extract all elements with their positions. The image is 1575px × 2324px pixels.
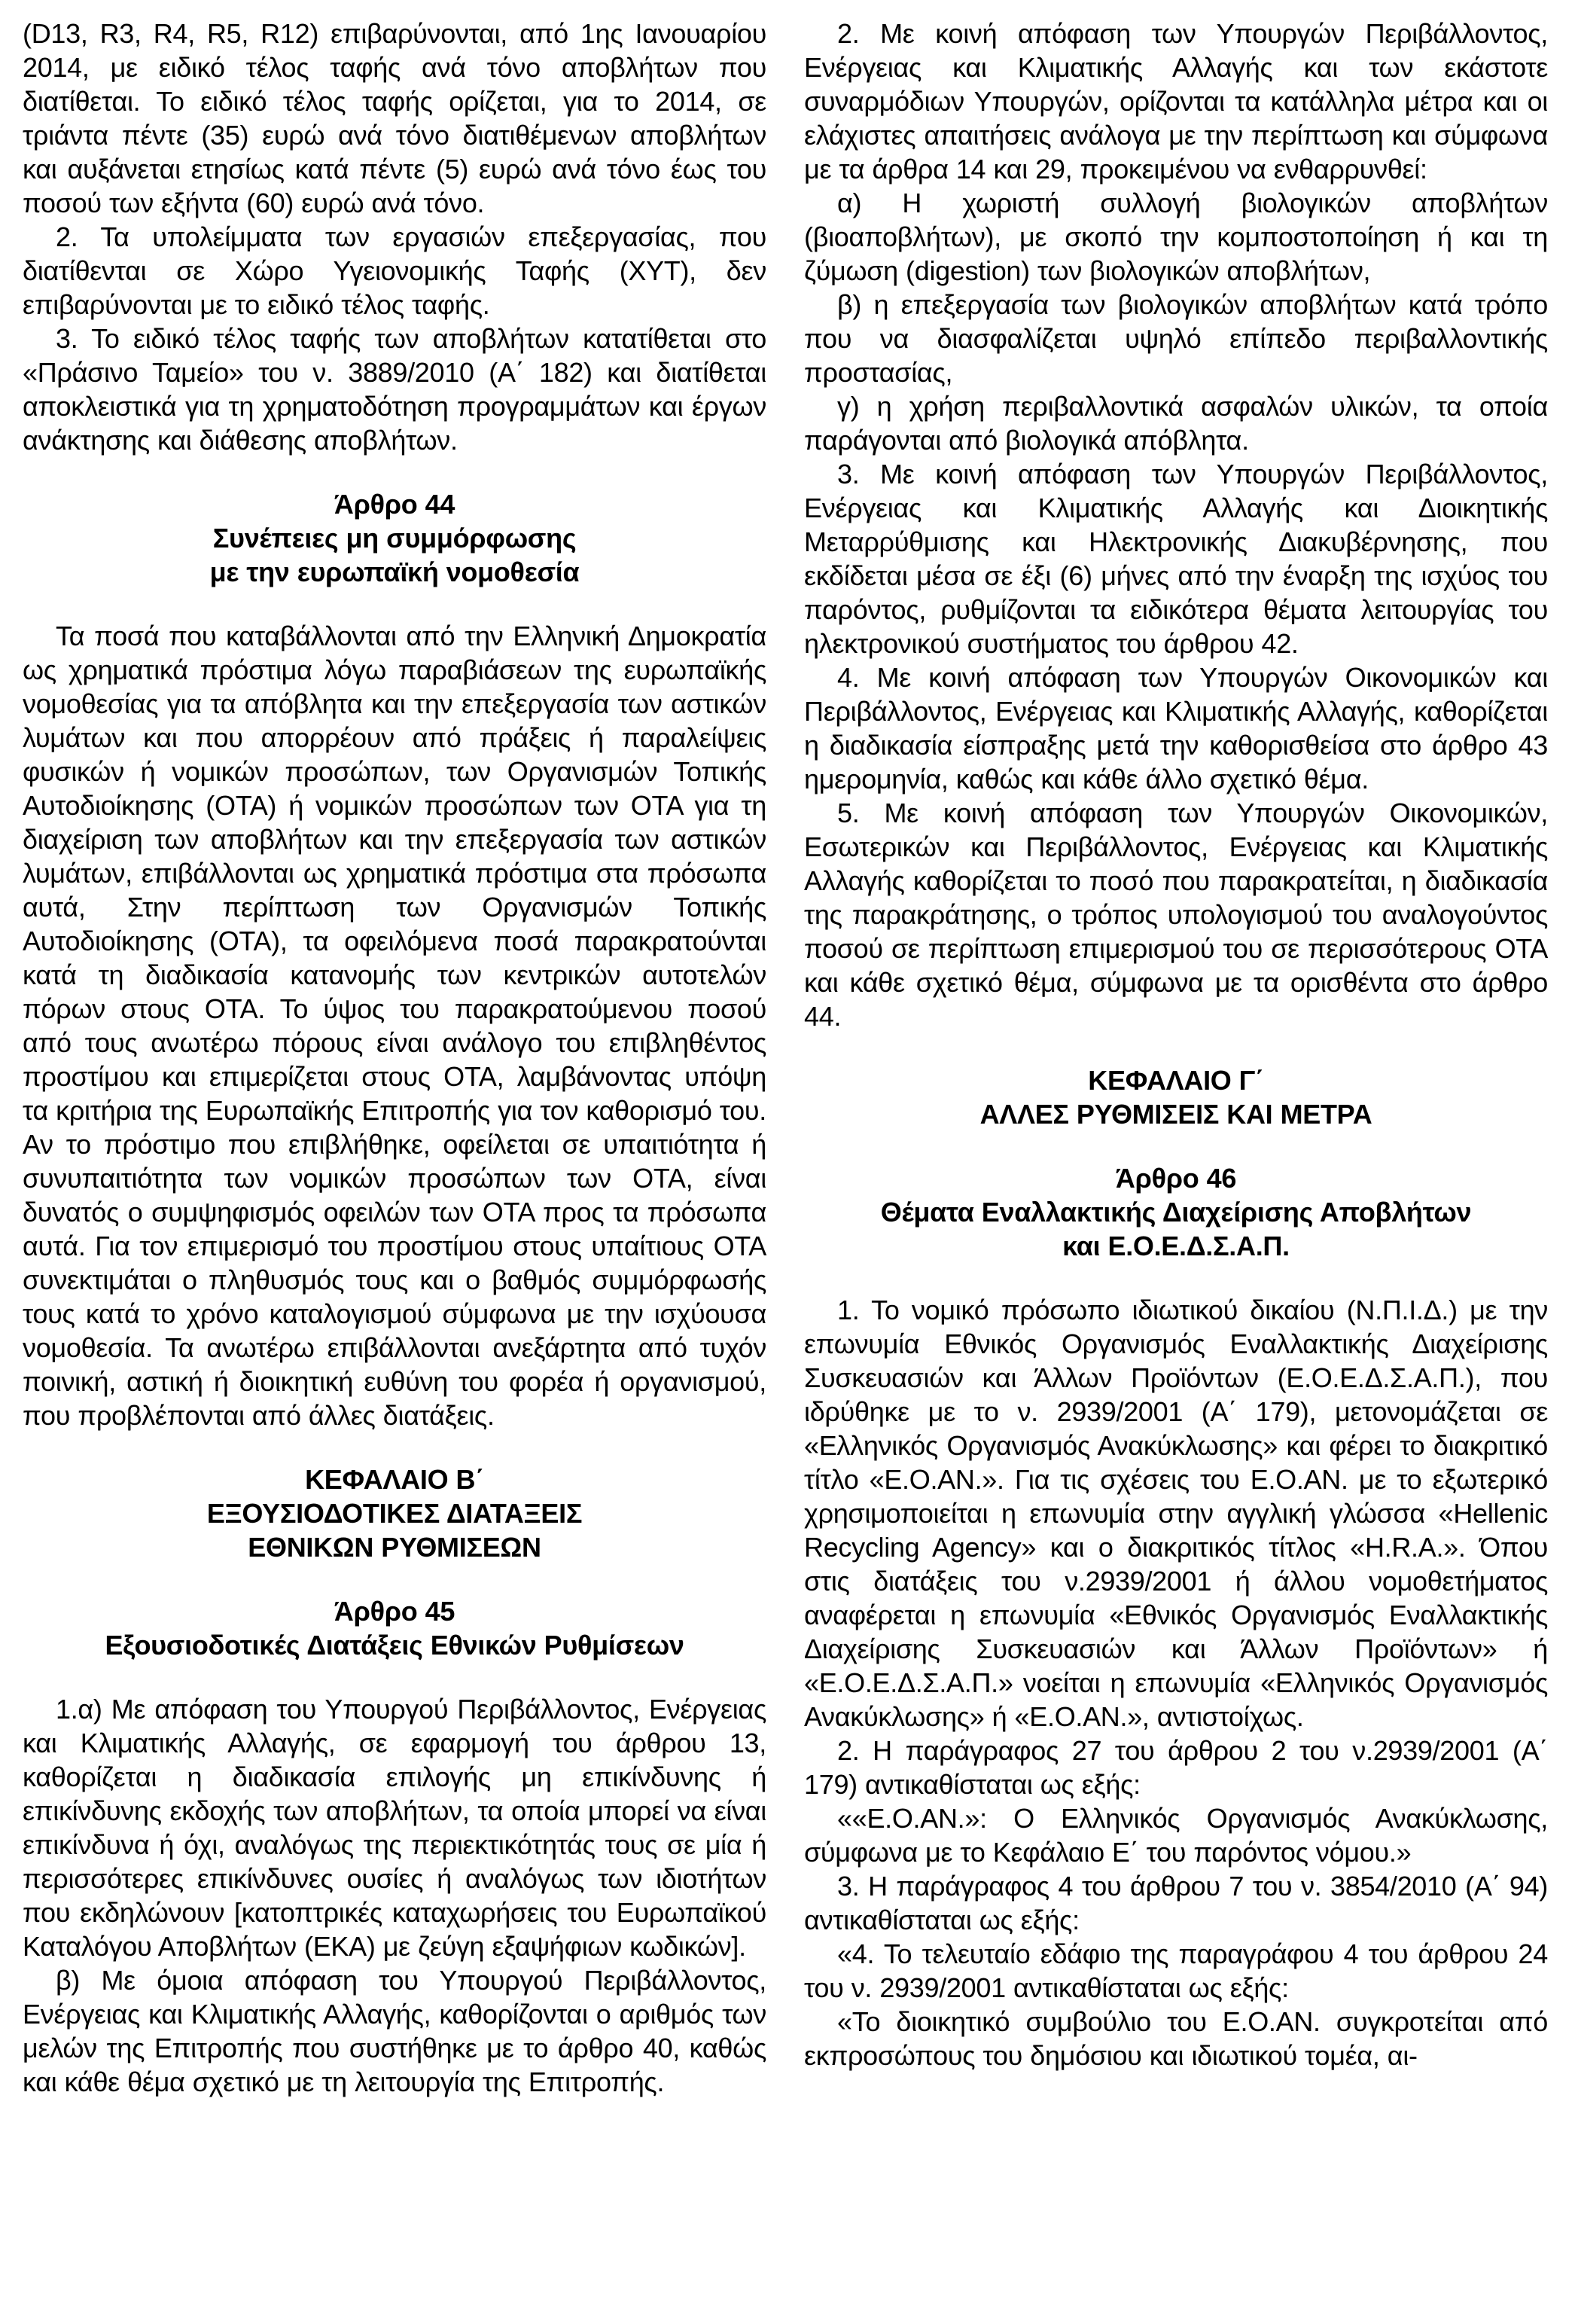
paragraph-45-5-withholding-amount: 5. Με κοινή απόφαση των Υπουργών Οικονομικών, Εσωτερικών και Περιβάλλοντος, Ενέργειας και Κλιματικής Αλλαγής καθορίζεται το ποσό που παρακρατείται, η διαδικασία της παρακράτησης, ο τρόπος υπολογισμού του αναλογούντος ποσού σε περίπτωση επιμερισμού του σε περισσότερους ΟΤΑ και κάθε σχετικό θέμα, σύμφωνα με τα ορισθέντα στο άρθρο 44. bbox=[804, 798, 1548, 1032]
chapter-b-title: ΚΕΦΑΛΑΙΟ Β΄ bbox=[305, 1464, 484, 1495]
paragraph-45-3-electronic-system: 3. Με κοινή απόφαση των Υπουργών Περιβάλλοντος, Ενέργειας και Κλιματικής Αλλαγής και Διοικητικής Μεταρρύθμισης και Ηλεκτρονικής Διακυβέρνησης, που εκδίδεται μέσα σε έξι (6) μήνες από την έναρξη της ισχύος του παρόντος, ρυθμίζονται τα ειδικότερα θέματα λειτουργίας του ηλεκτρονικού συστήματος του άρθρου 42. bbox=[804, 459, 1548, 659]
paragraph-45-1a: 1.α) Με απόφαση του Υπουργού Περιβάλλοντος, Ενέργειας και Κλιματικής Αλλαγής, σε εφαρμογή του άρθρου 13, καθορίζεται η διαδικασία επιλογής μη επικίνδυνης ή επικίνδυνης εκδοχής των αποβλήτων, τα οποία μπορεί να είναι επικίνδυνα ή όχι, αναλόγως της περιεκτικότητάς τους σε μία ή περισσότερες επικίνδυνες ουσίες ή αναλόγως των ιδιοτήτων που εκδηλώνουν [κατοπτρικές καταχωρήσεις του Ευρωπαϊκού Καταλόγου Αποβλήτων (ΕΚΑ) με ζεύγη εξαψήφιων κωδικών]. bbox=[23, 1694, 766, 1962]
right-column bbox=[804, 17, 1548, 2072]
left-column bbox=[23, 17, 766, 2099]
paragraph-45-2b-bio-waste-treatment: β) η επεξεργασία των βιολογικών αποβλήτων κατά τρόπο που να διασφαλίζεται υψηλό επίπεδο περιβαλλοντικής προστασίας, bbox=[804, 289, 1548, 388]
chapter-b-heading bbox=[23, 1462, 766, 1564]
paragraph-article-44-body: Τα ποσά που καταβάλλονται από την Ελληνική Δημοκρατία ως χρηματικά πρόστιμα λόγω παραβιάσεων της ευρωπαϊκής νομοθεσίας για τα απόβλητα και την επεξεργασία των αστικών λυμάτων και που απορρέουν από πράξεις ή παραλείψεις φυσικών ή νομικών προσώπων, των Οργανισμών Τοπικής Αυτοδιοίκησης (ΟΤΑ) ή νομικών προσώπων των ΟΤΑ για τη διαχείριση των αποβλήτων και την επεξεργασία των αστικών λυμάτων, επιβάλλονται ως χρηματικά πρόστιμα στα πρόσωπα αυτά, Στην περίπτωση των Οργανισμών Τοπικής Αυτοδιοίκησης (ΟΤΑ), τα οφειλόμενα ποσά παρακρατούνται κατά τη διαδικασία κατανομής των κεντρικών αυτοτελών πόρων στους ΟΤΑ. Το ύψος του παρακρατούμενου ποσού από τους ανωτέρω πόρους είναι ανάλογο του επιβληθέντος προστίμου και επιμερίζεται στους ΟΤΑ, λαμβάνοντας υπόψη τα κριτήρια της Ευρωπαϊκής Επιτροπής για τον καθορισμό του. Αν το πρόστιμο που επιβλήθηκε, οφείλεται σε υπαιτιότητα ή συνυπαιτιότητα των νομικών προσώπων των ΟΤΑ, είναι δυνατός ο συμψηφισμός οφειλών των ΟΤΑ προς τα πρόσωπα αυτά. Για τον επιμερισμό του προστίμου στους υπαίτιους ΟΤΑ συνεκτιμάται ο πληθυσμός τους και ο βαθμός συμμόρφωσής τους κατά το χρόνο καταλογισμού σύμφωνα με την ισχύουσα νομοθεσία. Τα ανωτέρω επιβάλλονται ανεξάρτητα από τυχόν ποινική, αστική ή διοικητική ευθύνη του φορέα ή οργανισμού, που προβλέπονται από άλλες διατάξεις. bbox=[23, 621, 766, 1431]
paragraph-46-3-amendment-intro: 3. Η παράγραφος 4 του άρθρου 7 του ν. 3854/2010 (Α΄ 94) αντικαθίσταται ως εξής: bbox=[804, 1871, 1548, 1935]
paragraph-2-treatment-residues: 2. Τα υπολείμματα των εργασιών επεξεργασίας, που διατίθενται σε Χώρο Υγειονομικής Ταφής (ΧΥΤ), δεν επιβαρύνονται με το ειδικό τέλος ταφής. bbox=[23, 221, 766, 320]
paragraph-46-3-amendment-subintro: «4. Το τελευταίο εδάφιο της παραγράφου 4 του άρθρου 24 του ν. 2939/2001 αντικαθίσταται ως εξής: bbox=[804, 1938, 1548, 2003]
paragraph-45-2a-separate-collection: α) Η χωριστή συλλογή βιολογικών αποβλήτων (βιοαποβλήτων), με σκοπό την κομποστοποίηση ή και τη ζύμωση (digestion) των βιολογικών αποβλήτων, bbox=[804, 188, 1548, 286]
article-45-heading bbox=[23, 1594, 766, 1662]
paragraph-45-4-collection-procedure: 4. Με κοινή απόφαση των Υπουργών Οικονομικών και Περιβάλλοντος, Ενέργειας και Κλιματικής Αλλαγής, καθορίζεται η διαδικασία είσπραξης μετά την καθορισθείσα στο άρθρο 43 ημερομηνία, καθώς και κάθε άλλο σχετικό θέμα. bbox=[804, 662, 1548, 794]
article-44-heading bbox=[23, 487, 766, 589]
article-44-subtitle-line-1: Συνέπειες μη συμμόρφωσης bbox=[212, 523, 577, 554]
article-46-heading bbox=[804, 1161, 1548, 1263]
paragraph-45-2-joint-decision: 2. Με κοινή απόφαση των Υπουργών Περιβάλλοντος, Ενέργειας και Κλιματικής Αλλαγής και των εκάστοτε συναρμόδιων Υπουργών, ορίζονται τα κατάλληλα μέτρα και οι ελάχιστες απαιτήσεις ανάλογα με την περίπτωση και σύμφωνα με τα άρθρα 14 και 29, προκειμένου να ενθαρρυνθεί: bbox=[804, 18, 1548, 185]
article-46-subtitle-line-2: και Ε.Ο.Ε.Δ.Σ.Α.Π. bbox=[1062, 1231, 1290, 1261]
paragraph-46-2-amendment-text: ««Ε.Ο.ΑΝ.»: Ο Ελληνικός Οργανισμός Ανακύκλωσης, σύμφωνα με το Κεφάλαιο Ε΄ του παρόντος νόμου.» bbox=[804, 1803, 1548, 1868]
chapter-b-subtitle-line-2: ΕΘΝΙΚΩΝ ΡΥΘΜΙΣΕΩΝ bbox=[248, 1532, 541, 1563]
chapter-b-subtitle-line-1: ΕΞΟΥΣΙΟΔΟΤΙΚΕΣ ΔΙΑΤΑΞΕΙΣ bbox=[206, 1498, 583, 1529]
paragraph-3-green-fund: 3. Το ειδικό τέλος ταφής των αποβλήτων κατατίθεται στο «Πράσινο Ταμείο» του ν. 3889/2010 (Α΄ 182) και διατίθεται αποκλειστικά για τη χρηματοδότηση προγραμμάτων και έργων ανάκτησης και διάθεσης αποβλήτων. bbox=[23, 323, 766, 456]
article-44-title: Άρθρο 44 bbox=[334, 489, 455, 520]
article-45-subtitle: Εξουσιοδοτικές Διατάξεις Εθνικών Ρυθμίσεων bbox=[105, 1630, 684, 1661]
chapter-c-title: ΚΕΦΑΛΑΙΟ Γ΄ bbox=[1088, 1065, 1264, 1096]
paragraph-45-1b: β) Με όμοια απόφαση του Υπουργού Περιβάλλοντος, Ενέργειας και Κλιματικής Αλλαγής, καθορίζονται ο αριθμός των μελών της Επιτροπής που συστήθηκε με το άρθρο 40, καθώς και κάθε θέμα σχετικό με τη λειτουργία της Επιτροπής. bbox=[23, 1965, 766, 2097]
article-46-subtitle-line-1: Θέματα Εναλλακτικής Διαχείρισης Αποβλήτων bbox=[880, 1197, 1472, 1228]
paragraph-landfill-levy-continuation: (D13, R3, R4, R5, R12) επιβαρύνονται, από 1ης Ιανουαρίου 2014, με ειδικό τέλος ταφής ανά τόνο αποβλήτων που διατίθεται. Το ειδικό τέλος ταφής ορίζεται, για το 2014, σε τριάντα πέντε (35) ευρώ ανά τόνο διατιθέμενων αποβλήτων και αυξάνεται ετησίως κατά πέντε (5) ευρώ ανά τόνο έως του ποσού των εξήντα (60) ευρώ ανά τόνο. bbox=[23, 18, 766, 218]
chapter-c-heading bbox=[804, 1063, 1548, 1131]
paragraph-46-1-eoan-rename: 1. Το νομικό πρόσωπο ιδιωτικού δικαίου (Ν.Π.Ι.Δ.) με την επωνυμία Εθνικός Οργανισμός Εναλλακτικής Διαχείρισης Συσκευασιών και Άλλων Προϊόντων (Ε.Ο.Ε.Δ.Σ.Α.Π.), που ιδρύθηκε με το ν. 2939/2001 (Α΄ 179), μετονομάζεται σε «Ελληνικός Οργανισμός Ανακύκλωσης» και φέρει το διακριτικό τίτλο «Ε.Ο.ΑΝ.». Για τις σχέσεις του Ε.Ο.ΑΝ. με το εξωτερικό χρησιμοποιείται η επωνυμία στην αγγλική γλώσσα «Hellenic Recycling Agency» και ο διακριτικός τίτλος «H.R.A.». Όπου στις διατάξεις του ν.2939/2001 ή άλλου νομοθετήματος αναφέρεται η επωνυμία «Εθνικός Οργανισμός Εναλλακτικής Διαχείρισης Συσκευασιών και Άλλων Προϊόντων» ή «Ε.Ο.Ε.Δ.Σ.Α.Π.» νοείται η επωνυμία «Ελληνικός Οργανισμός Ανακύκλωσης» ή «Ε.Ο.ΑΝ.», αντιστοίχως. bbox=[804, 1295, 1548, 1732]
paragraph-45-2c-safe-materials: γ) η χρήση περιβαλλοντικά ασφαλών υλικών, τα οποία παράγονται από βιολογικά απόβλητα. bbox=[804, 391, 1548, 456]
paragraph-46-2-amendment-intro: 2. Η παράγραφος 27 του άρθρου 2 του ν.2939/2001 (Α΄ 179) αντικαθίσταται ως εξής: bbox=[804, 1735, 1548, 1800]
article-46-title: Άρθρο 46 bbox=[1115, 1163, 1237, 1194]
paragraph-46-3-board-composition: «Το διοικητικό συμβούλιο του Ε.Ο.ΑΝ. συγκροτείται από εκπροσώπους του δημόσιου και ιδιωτικού τομέα, αι- bbox=[804, 2006, 1548, 2071]
chapter-c-subtitle: ΑΛΛΕΣ ΡΥΘΜΙΣΕΙΣ ΚΑΙ ΜΕΤΡΑ bbox=[979, 1099, 1372, 1130]
article-44-subtitle-line-2: με την ευρωπαϊκή νομοθεσία bbox=[209, 557, 580, 587]
article-45-title: Άρθρο 45 bbox=[334, 1596, 455, 1627]
